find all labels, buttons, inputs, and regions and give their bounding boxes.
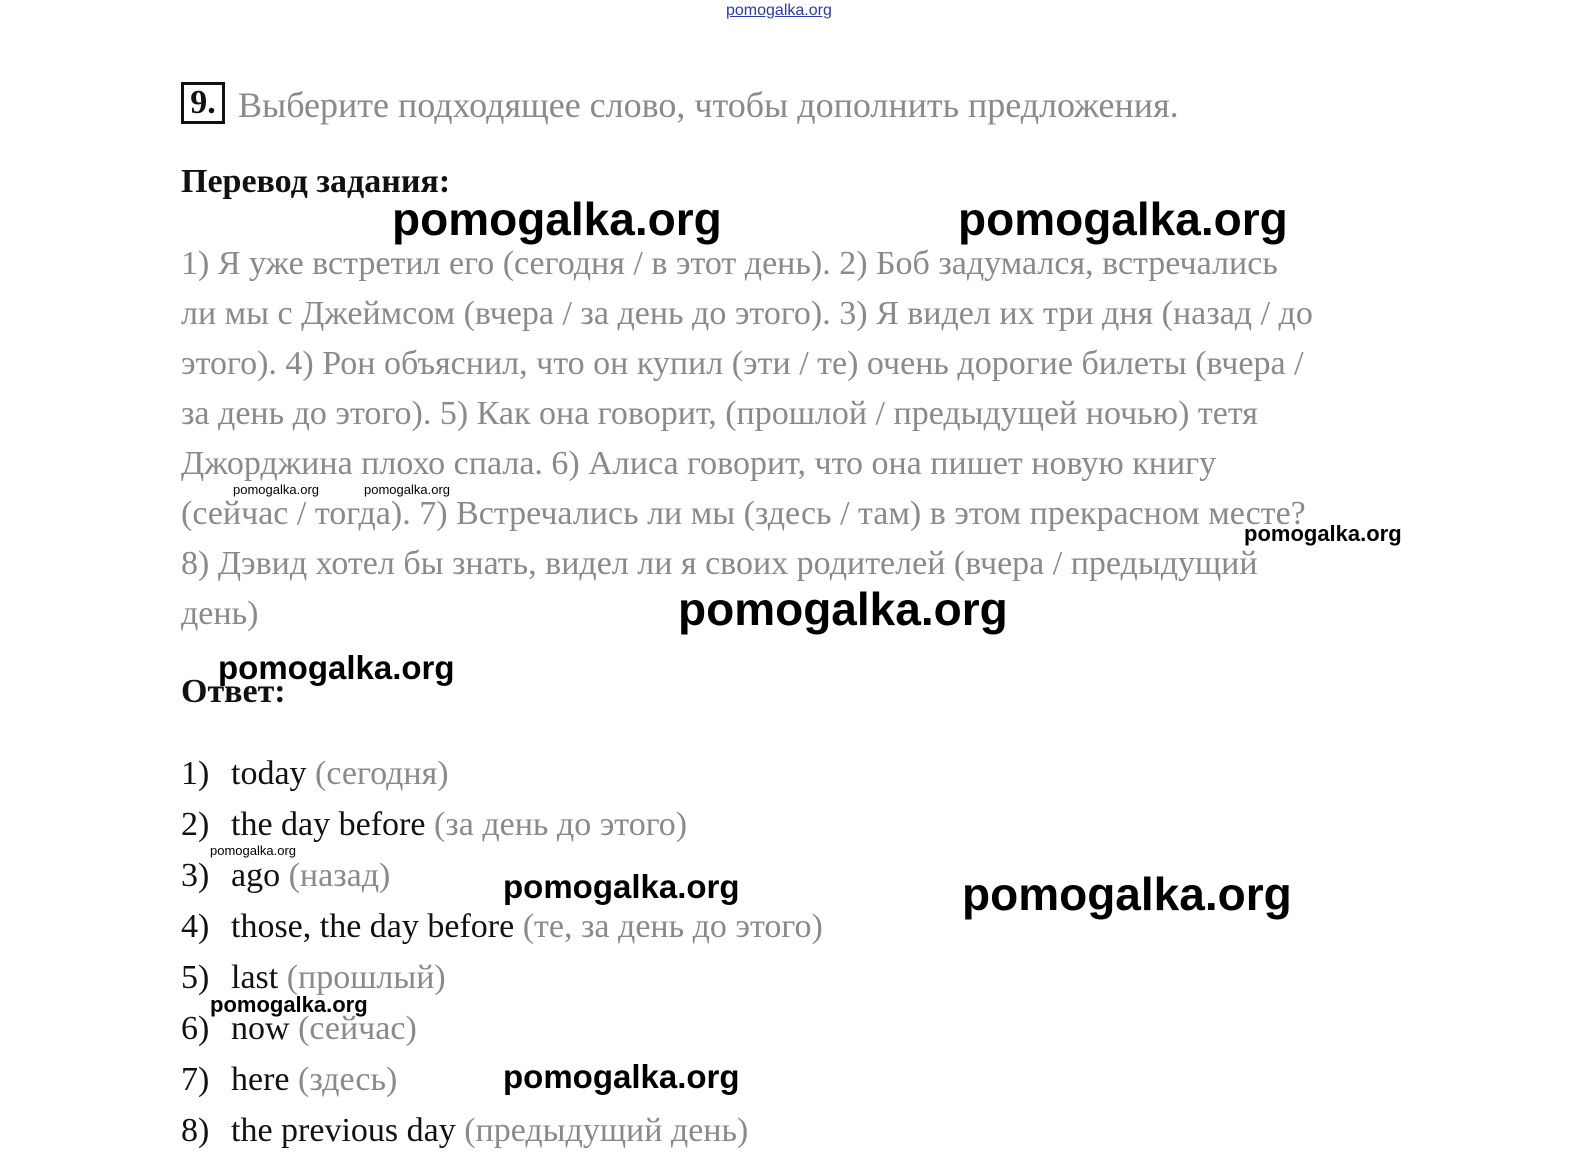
watermark: pomogalka.org	[210, 992, 368, 1017]
translation-line: ли мы с Джеймсом (вчера / за день до этого). 3) Я видел их три дня (назад / до	[181, 295, 1313, 332]
answer-russian: (за день до этого)	[433, 806, 688, 843]
answer-english: here	[231, 1061, 290, 1098]
task-instruction: Выберите подходящее слово, чтобы дополнить предложения.	[238, 85, 1179, 125]
watermark: pomogalka.org	[958, 193, 1288, 245]
translation-text	[181, 239, 1481, 639]
answer-number: 8)	[181, 1112, 210, 1149]
watermark: pomogalka.org	[1244, 521, 1402, 546]
translation-line: Джорджина плохо спала. 6) Алиса говорит, что она пишет новую книгу	[181, 445, 1217, 482]
list-item	[181, 901, 823, 952]
answer-number: 4)	[181, 908, 210, 945]
translation-line: (сейчас / тогда). 7) Встречались ли мы (здесь / там) в этом прекрасном месте?	[181, 495, 1306, 532]
watermark: pomogalka.org	[210, 843, 296, 858]
answer-number: 1)	[181, 755, 210, 792]
watermark: pomogalka.org	[503, 1058, 740, 1095]
translation-line: за день до этого). 5) Как она говорит, (прошлой / предыдущей ночью) тетя	[181, 395, 1258, 432]
answer-number: 3)	[181, 857, 210, 894]
watermark: pomogalka.org	[392, 193, 722, 245]
translation-line: этого). 4) Рон объяснил, что он купил (эти / те) очень дорогие билеты (вчера /	[181, 345, 1304, 382]
answer-english: today	[231, 755, 307, 792]
list-item	[181, 748, 823, 799]
watermark: pomogalka.org	[962, 868, 1292, 920]
translation-heading: Перевод задания:	[181, 163, 451, 200]
answer-english: ago	[231, 857, 281, 894]
answer-russian: (прошлый)	[286, 959, 446, 996]
watermark: pomogalka.org	[233, 482, 319, 497]
answer-russian: (предыдущий день)	[464, 1112, 749, 1149]
translation-line: день)	[181, 595, 259, 632]
answer-number: 2)	[181, 806, 210, 843]
answer-russian: (здесь)	[298, 1061, 398, 1098]
answer-english: those, the day before	[231, 908, 523, 945]
answer-english: the previous day	[231, 1112, 456, 1149]
watermark: pomogalka.org	[364, 482, 450, 497]
task-number-box: 9.	[181, 82, 225, 124]
watermark: pomogalka.org	[503, 868, 740, 905]
answer-russian: (сегодня)	[315, 755, 449, 792]
answer-english: now	[231, 1010, 290, 1047]
watermark: pomogalka.org	[678, 583, 1008, 635]
list-item	[181, 1105, 823, 1156]
answer-russian: (те, за день до этого)	[522, 908, 823, 945]
answer-english: last	[231, 959, 279, 996]
answer-heading: Ответ:	[181, 673, 286, 710]
answer-russian: (назад)	[288, 857, 391, 894]
site-link[interactable]: pomogalka.org	[726, 2, 832, 19]
translation-line: 1) Я уже встретил его (сегодня / в этот день). 2) Боб задумался, встречались	[181, 245, 1278, 282]
answer-russian: (сейчас)	[298, 1010, 417, 1047]
answer-number: 5)	[181, 959, 210, 996]
answer-english: the day before	[231, 806, 426, 843]
translation-line: 8) Дэвид хотел бы знать, видел ли я своих родителей (вчера / предыдущий	[181, 545, 1258, 582]
answer-number: 6)	[181, 1010, 210, 1047]
watermark: pomogalka.org	[218, 649, 455, 686]
answer-number: 7)	[181, 1061, 210, 1098]
